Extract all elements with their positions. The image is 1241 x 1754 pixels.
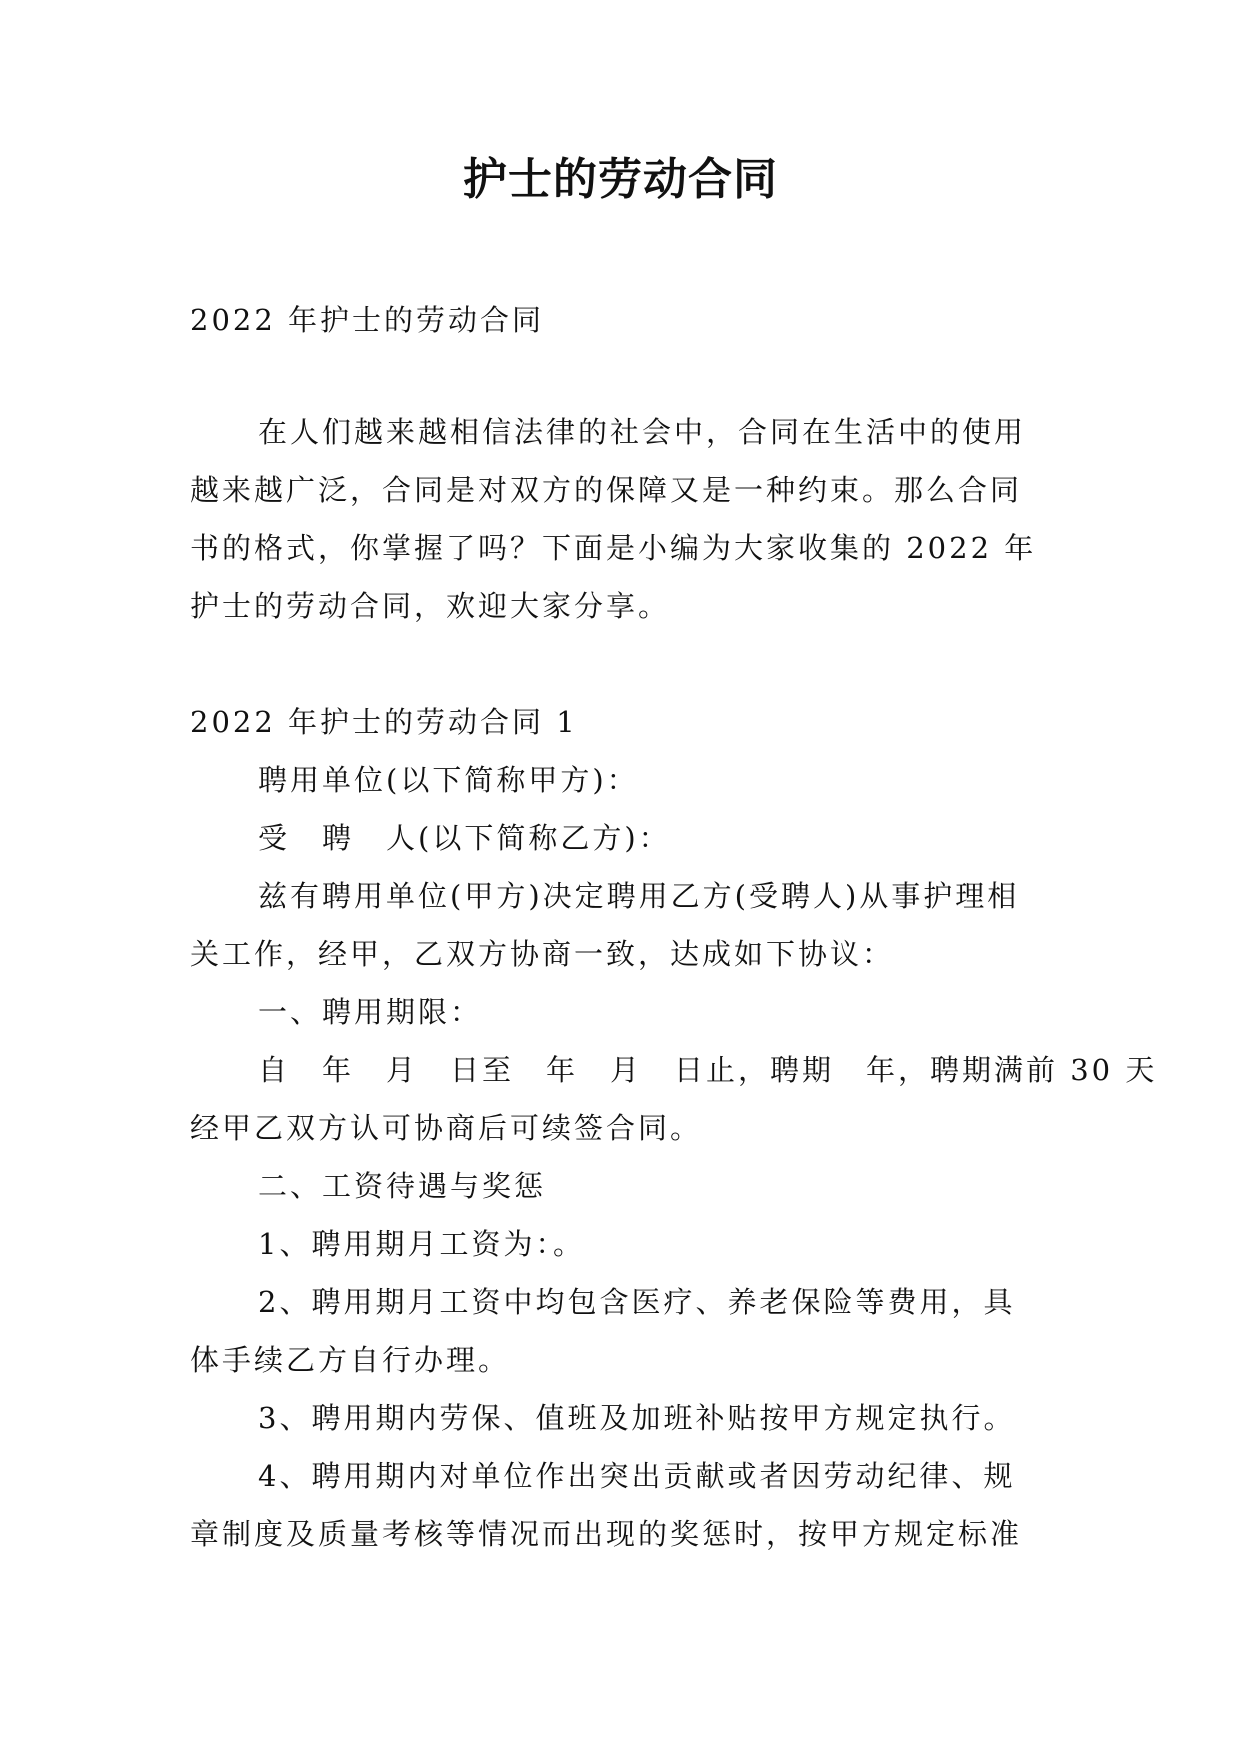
clause-1-line-2: 经甲乙双方认可协商后可续签合同。 [190, 1111, 703, 1145]
employer-line: 聘用单位(以下简称甲方)： [258, 763, 639, 797]
clause-2-item-2-line-2: 体手续乙方自行办理。 [190, 1343, 511, 1377]
intro-line-3: 书的格式，你掌握了吗？下面是小编为大家收集的 2022 年 [190, 531, 1037, 565]
document-title: 护士的劳动合同 [463, 154, 778, 205]
clause-2-heading: 二、工资待遇与奖惩 [258, 1169, 547, 1203]
clause-1-heading: 一、聘用期限： [258, 995, 483, 1029]
intro-line-4: 护士的劳动合同，欢迎大家分享。 [190, 589, 671, 623]
agreement-line-2: 关工作，经甲，乙双方协商一致，达成如下协议： [190, 937, 895, 971]
clause-2-item-4-line-2: 章制度及质量考核等情况而出现的奖惩时，按甲方规定标准 [190, 1517, 1023, 1551]
clause-2-item-1: 1、聘用期月工资为：。 [258, 1227, 585, 1261]
agreement-line-1: 兹有聘用单位(甲方)决定聘用乙方(受聘人)从事护理相 [258, 879, 1020, 913]
intro-line-1: 在人们越来越相信法律的社会中，合同在生活中的使用 [258, 415, 1027, 449]
subtitle-line: 2022 年护士的劳动合同 [190, 303, 545, 337]
clause-2-item-3: 3、聘用期内劳保、值班及加班补贴按甲方规定执行。 [258, 1401, 1016, 1435]
intro-line-2: 越来越广泛，合同是对双方的保障又是一种约束。那么合同 [190, 473, 1023, 507]
employee-line: 受 聘 人(以下简称乙方)： [258, 821, 671, 855]
clause-2-item-2-line-1: 2、聘用期月工资中均包含医疗、养老保险等费用，具 [258, 1285, 1016, 1319]
section-heading: 2022 年护士的劳动合同 1 [190, 705, 578, 739]
clause-1-line-1: 自 年 月 日至 年 月 日止，聘期 年，聘期满前 30 天 [258, 1053, 1158, 1087]
clause-2-item-4-line-1: 4、聘用期内对单位作出突出贡献或者因劳动纪律、规 [258, 1459, 1016, 1493]
